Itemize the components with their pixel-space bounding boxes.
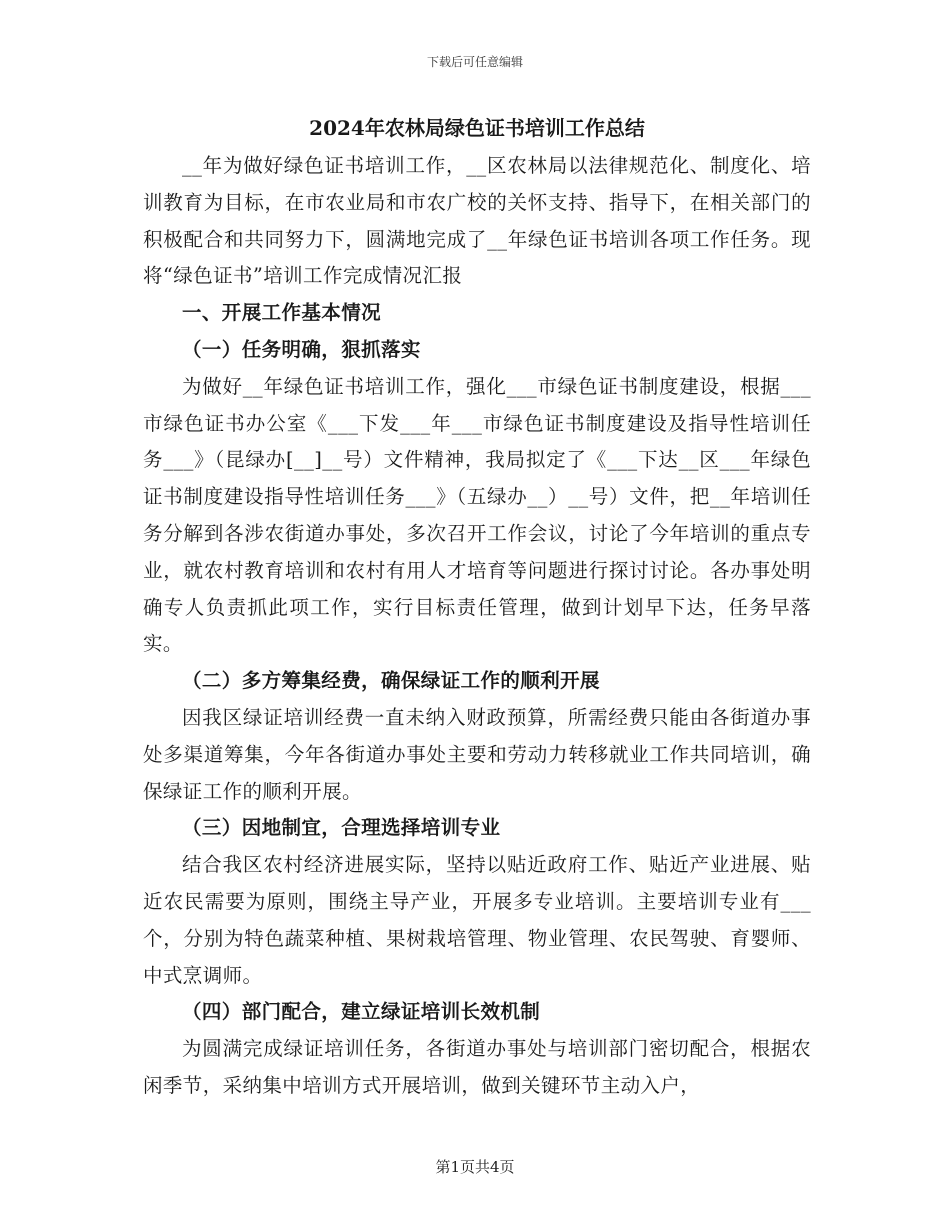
section-1-heading: 一、开展工作基本情况: [182, 301, 382, 325]
document-body: [143, 112, 811, 1105]
document-title: 2024年农林局绿色证书培训工作总结: [309, 116, 645, 140]
subsection-1-heading: （一）任务明确，狠抓落实: [182, 337, 421, 361]
intro-paragraph: __年为做好绿色证书培训工作，__区农林局以法律规范化、制度化、培训教育为目标，在市农业局和市农广校的关怀支持、指导下，在相关部门的积极配合和共同努力下，圆满地完成了__年绿色证书培训各项工作任务。现将“绿色证书”培训工作完成情况汇报: [143, 154, 811, 288]
subsection-1-paragraph: 为做好__年绿色证书培训工作，强化___市绿色证书制度建设，根据___市绿色证书办公室《___下发___年___市绿色证书制度建设及指导性培训任务___》（昆绿办[__]__号）文件精神，我局拟定了《___下达__区___年绿色证书制度建设指导性培训任务___》（五绿办__）__号）文件，把__年培训任务分解到各涉农街道办事处，多次召开工作会议，讨论了今年培训的重点专业，就农村教育培训和农村有用人才培育等问题进行探讨讨论。各办事处明确专人负责抓此项工作，实行目标责任管理，做到计划早下达，任务早落实。: [143, 374, 811, 656]
subsection-4-heading: （四）部门配合，建立绿证培训长效机制: [182, 1000, 541, 1024]
subsection-3-heading: （三）因地制宜，合理选择培训专业: [182, 816, 501, 840]
subsection-2-heading: （二）多方筹集经费，确保绿证工作的顺利开展: [182, 669, 600, 693]
page-header-note: 下载后可任意编辑: [426, 55, 523, 69]
subsection-2-paragraph: 因我区绿证培训经费一直未纳入财政预算，所需经费只能由各街道办事处多渠道筹集，今年各街道办事处主要和劳动力转移就业工作共同培训，确保绿证工作的顺利开展。: [143, 705, 811, 803]
page-number: 第1页共4页: [435, 1158, 515, 1176]
subsection-4-paragraph: 为圆满完成绿证培训任务，各街道办事处与培训部门密切配合，根据农闲季节，采纳集中培训方式开展培训，做到关键环节主动入户，: [143, 1037, 811, 1097]
subsection-3-paragraph: 结合我区农村经济进展实际，坚持以贴近政府工作、贴近产业进展、贴近农民需要为原则，围绕主导产业，开展多专业培训。主要培训专业有___个，分别为特色蔬菜种植、果树栽培管理、物业管理、农民驾驶、育婴师、中式烹调师。: [143, 853, 811, 987]
